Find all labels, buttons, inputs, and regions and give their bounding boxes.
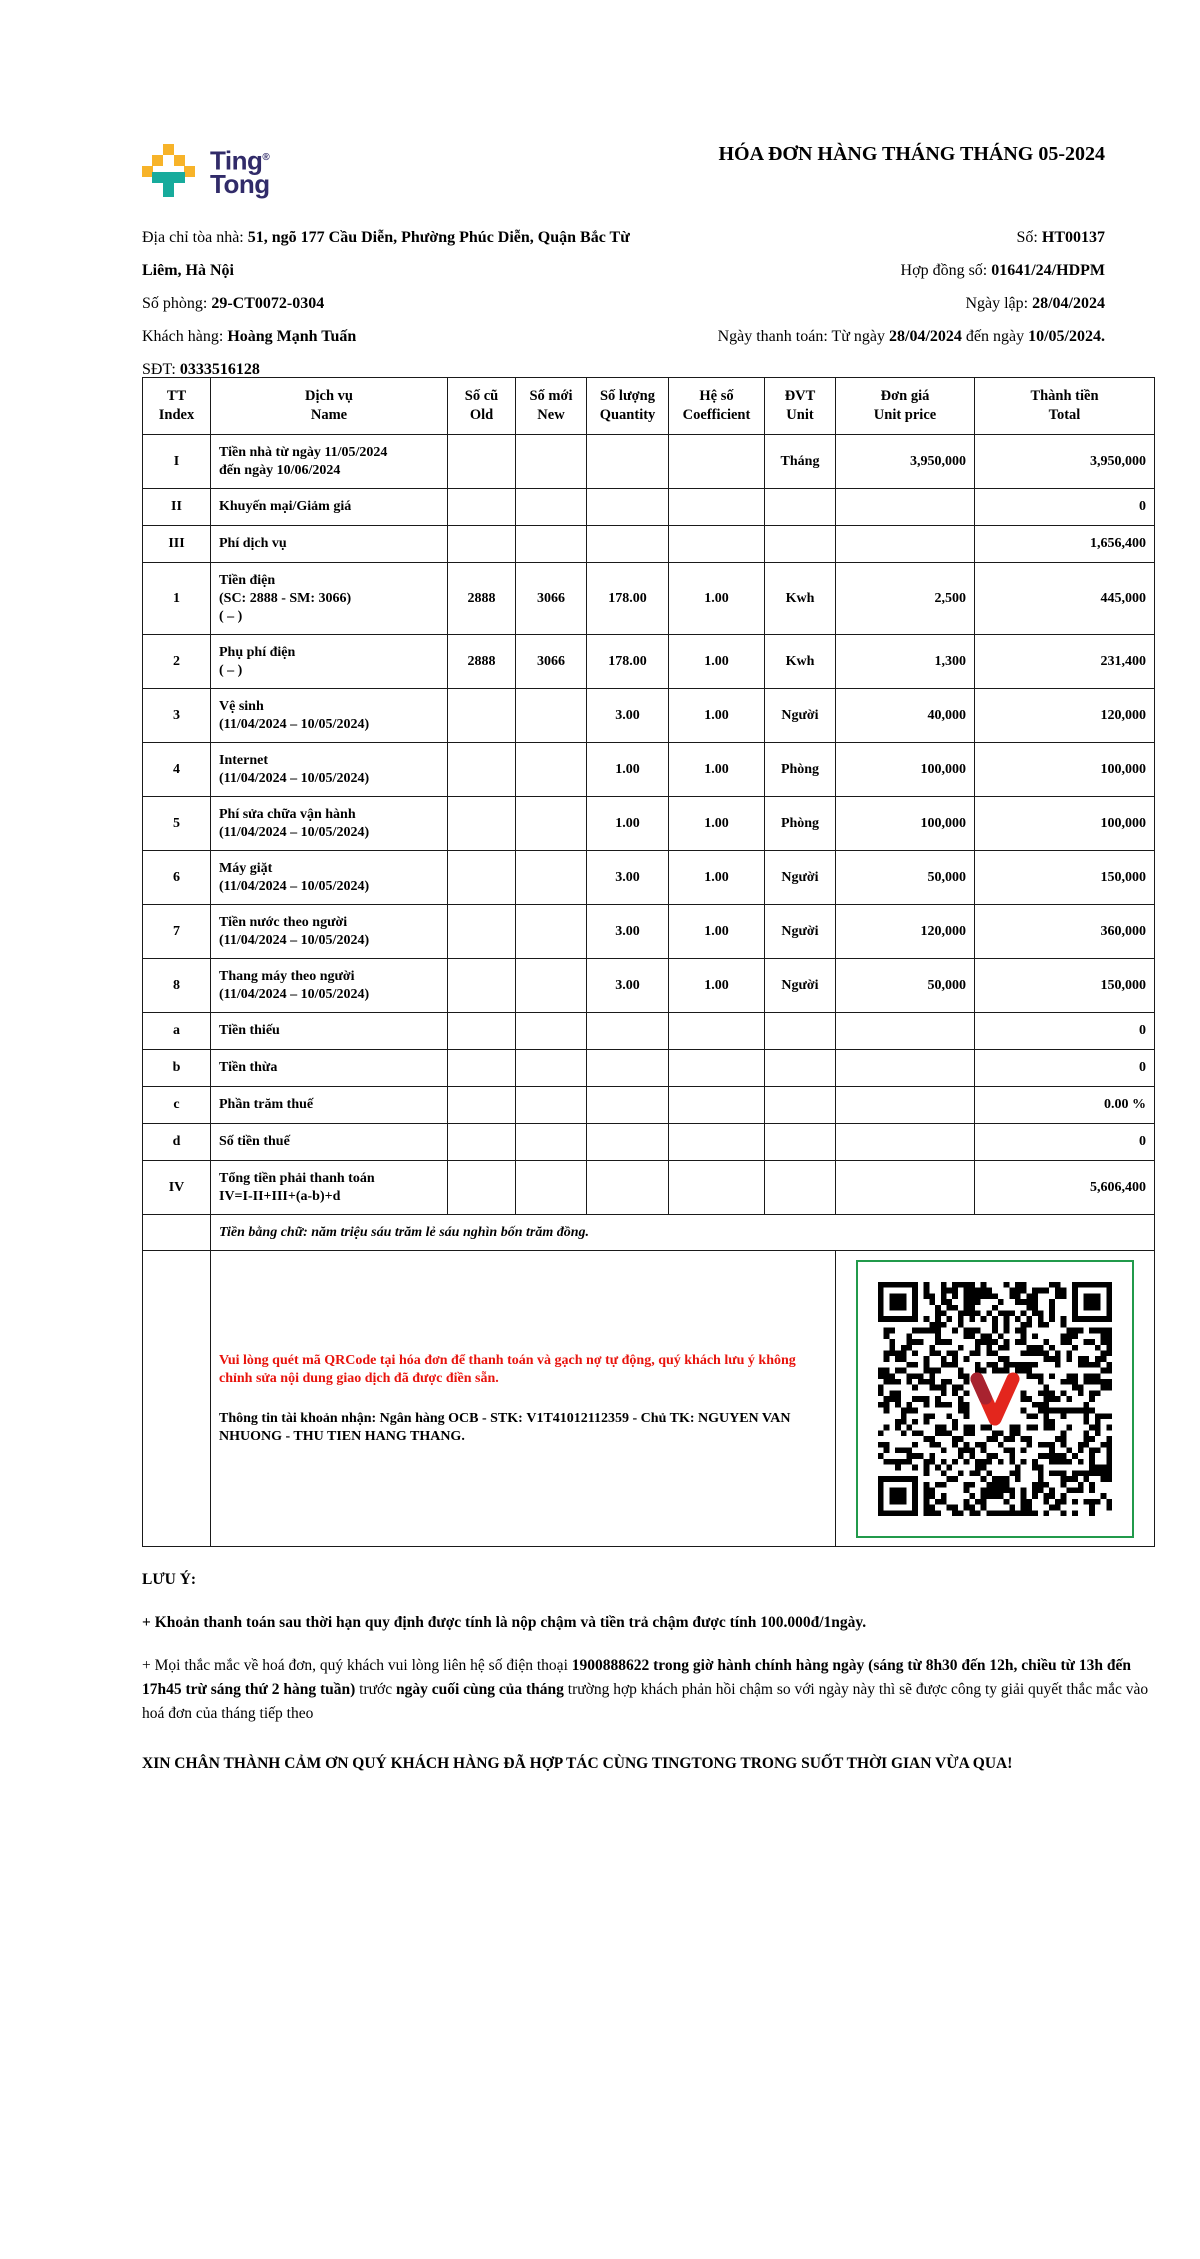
cell-old bbox=[448, 1013, 516, 1050]
cell-index: 3 bbox=[143, 689, 211, 743]
table-row bbox=[143, 743, 1155, 797]
cell-old: 2888 bbox=[448, 635, 516, 689]
cell-unit: Người bbox=[765, 905, 836, 959]
cell-index: 2 bbox=[143, 635, 211, 689]
column-header: Số mới New bbox=[516, 378, 587, 435]
cell-unit bbox=[765, 1087, 836, 1124]
payment-qr-code bbox=[856, 1260, 1134, 1538]
column-header: Dịch vụ Name bbox=[211, 378, 448, 435]
table-row bbox=[143, 797, 1155, 851]
cell-total: 120,000 bbox=[975, 689, 1155, 743]
thanks-message: XIN CHÂN THÀNH CẢM ƠN QUÝ KHÁCH HÀNG ĐÃ HỢP TÁC CÙNG TINGTONG TRONG SUỐT THỜI GIAN VỪA QUA! bbox=[142, 1755, 1013, 1772]
cell-index: d bbox=[143, 1124, 211, 1161]
cell-unit-price: 2,500 bbox=[836, 563, 975, 635]
cell-coefficient: 1.00 bbox=[669, 635, 765, 689]
contract-number: Hợp đồng số: 01641/24/HDPM bbox=[900, 262, 1105, 279]
cell-coefficient: 1.00 bbox=[669, 743, 765, 797]
cell-quantity: 3.00 bbox=[587, 959, 669, 1013]
cell-new bbox=[516, 1013, 587, 1050]
cell-quantity: 3.00 bbox=[587, 689, 669, 743]
cell-unit-price: 100,000 bbox=[836, 743, 975, 797]
customer-name: Khách hàng: Hoàng Mạnh Tuấn bbox=[142, 328, 357, 345]
table-row bbox=[143, 689, 1155, 743]
cell-old bbox=[448, 743, 516, 797]
cell-new bbox=[516, 959, 587, 1013]
cell-total: 0 bbox=[975, 1050, 1155, 1087]
cell-service-name: Internet (11/04/2024 – 10/05/2024) bbox=[211, 743, 448, 797]
cell-total: 5,606,400 bbox=[975, 1161, 1155, 1215]
table-row bbox=[143, 851, 1155, 905]
cell-service-name: Phí dịch vụ bbox=[211, 526, 448, 563]
qr-row bbox=[143, 1251, 1155, 1547]
cell-unit: Tháng bbox=[765, 435, 836, 489]
cell-unit-price: 100,000 bbox=[836, 797, 975, 851]
cell-unit: Người bbox=[765, 851, 836, 905]
cell-index: III bbox=[143, 526, 211, 563]
amount-in-words-label: Tiền bằng chữ: bbox=[219, 1224, 312, 1240]
cell-index: b bbox=[143, 1050, 211, 1087]
cell-old bbox=[448, 1087, 516, 1124]
cell-index: a bbox=[143, 1013, 211, 1050]
cell-new bbox=[516, 797, 587, 851]
cell-index: 8 bbox=[143, 959, 211, 1013]
cell-total: 231,400 bbox=[975, 635, 1155, 689]
cell-quantity bbox=[587, 1013, 669, 1050]
cell-unit-price bbox=[836, 1161, 975, 1215]
cell-quantity: 3.00 bbox=[587, 905, 669, 959]
tingtong-logo bbox=[142, 144, 270, 198]
cell-quantity: 178.00 bbox=[587, 635, 669, 689]
invoice-title: HÓA ĐƠN HÀNG THÁNG THÁNG 05-2024 bbox=[718, 143, 1105, 165]
tingtong-logo-text: Ting® Tong bbox=[210, 145, 270, 199]
cell-unit: Phòng bbox=[765, 797, 836, 851]
cell-service-name: Máy giặt (11/04/2024 – 10/05/2024) bbox=[211, 851, 448, 905]
column-header: TT Index bbox=[143, 378, 211, 435]
bank-account-info: Thông tin tài khoản nhận: Ngân hàng OCB - STK: V1T41012112359 - Chủ TK: NGUYEN VAN NHUONG - THU TIEN HANG THANG. bbox=[219, 1410, 791, 1444]
cell-quantity bbox=[587, 1124, 669, 1161]
cell-quantity: 3.00 bbox=[587, 851, 669, 905]
customer-phone: SĐT: 0333516128 bbox=[142, 361, 260, 378]
cell-unit-price bbox=[836, 1124, 975, 1161]
table-row bbox=[143, 1013, 1155, 1050]
cell-service-name: Tiền thừa bbox=[211, 1050, 448, 1087]
cell-service-name: Tổng tiền phải thanh toán IV=I-II+III+(a-b)+d bbox=[211, 1161, 448, 1215]
issue-date: Ngày lập: 28/04/2024 bbox=[965, 295, 1105, 312]
cell-index: c bbox=[143, 1087, 211, 1124]
cell-old bbox=[448, 1124, 516, 1161]
cell-new bbox=[516, 905, 587, 959]
cell-old bbox=[448, 797, 516, 851]
qr-scan-note: Vui lòng quét mã QRCode tại hóa đơn để thanh toán và gạch nợ tự động, quý khách lưu ý không chỉnh sửa nội dung giao dịch đã được điền sẵn. bbox=[219, 1352, 796, 1386]
table-row bbox=[143, 959, 1155, 1013]
cell-new bbox=[516, 1087, 587, 1124]
cell-service-name: Vệ sinh (11/04/2024 – 10/05/2024) bbox=[211, 689, 448, 743]
cell-unit bbox=[765, 1161, 836, 1215]
cell-old bbox=[448, 489, 516, 526]
cell-unit-price: 120,000 bbox=[836, 905, 975, 959]
cell-coefficient bbox=[669, 1013, 765, 1050]
cell-total: 1,656,400 bbox=[975, 526, 1155, 563]
cell-service-name: Phí sửa chữa vận hành (11/04/2024 – 10/05/2024) bbox=[211, 797, 448, 851]
cell-unit-price: 3,950,000 bbox=[836, 435, 975, 489]
cell-coefficient: 1.00 bbox=[669, 797, 765, 851]
payment-instructions bbox=[211, 1251, 836, 1547]
cell-total: 150,000 bbox=[975, 851, 1155, 905]
table-row bbox=[143, 435, 1155, 489]
cell-old: 2888 bbox=[448, 563, 516, 635]
cell-quantity bbox=[587, 1087, 669, 1124]
cell-coefficient: 1.00 bbox=[669, 851, 765, 905]
cell-old bbox=[448, 526, 516, 563]
cell-service-name: Số tiền thuế bbox=[211, 1124, 448, 1161]
cell-unit: Kwh bbox=[765, 563, 836, 635]
contact-note: + Mọi thắc mắc về hoá đơn, quý khách vui lòng liên hệ số điện thoại 1900888622 trong giờ hành chính hàng ngày (sáng từ 8h30 đến 12h, chiều từ 13h đến 17h45 trừ sáng thứ 2 hàng tuần) trước ngày cuối cùng của tháng trường hợp khách phản hồi chậm so với ngày này thì sẽ được công ty giải quyết thắc mắc vào hoá đơn của tháng tiếp theo bbox=[142, 1657, 1149, 1722]
table-row bbox=[143, 563, 1155, 635]
cell-unit bbox=[765, 1124, 836, 1161]
cell-coefficient: 1.00 bbox=[669, 689, 765, 743]
cell-old bbox=[448, 689, 516, 743]
cell-unit-price: 40,000 bbox=[836, 689, 975, 743]
cell-quantity: 178.00 bbox=[587, 563, 669, 635]
cell-unit: Kwh bbox=[765, 635, 836, 689]
cell-old bbox=[448, 905, 516, 959]
cell-new: 3066 bbox=[516, 563, 587, 635]
cell-unit-price bbox=[836, 1013, 975, 1050]
cell-total: 150,000 bbox=[975, 959, 1155, 1013]
cell-unit-price bbox=[836, 489, 975, 526]
cell-unit-price: 1,300 bbox=[836, 635, 975, 689]
cell-total: 0.00 % bbox=[975, 1087, 1155, 1124]
cell-index: 6 bbox=[143, 851, 211, 905]
cell-total: 445,000 bbox=[975, 563, 1155, 635]
cell-service-name: Phụ phí điện ( – ) bbox=[211, 635, 448, 689]
cell-new bbox=[516, 1124, 587, 1161]
column-header: Số cũ Old bbox=[448, 378, 516, 435]
amount-in-words-value: năm triệu sáu trăm lẻ sáu nghìn bốn trăm đồng. bbox=[311, 1224, 590, 1240]
cell-unit bbox=[765, 1013, 836, 1050]
cell-total: 0 bbox=[975, 1124, 1155, 1161]
cell-total: 0 bbox=[975, 489, 1155, 526]
cell-index: 4 bbox=[143, 743, 211, 797]
cell-unit-price bbox=[836, 1050, 975, 1087]
cell-quantity: 1.00 bbox=[587, 797, 669, 851]
cell-total: 100,000 bbox=[975, 743, 1155, 797]
cell-index: 5 bbox=[143, 797, 211, 851]
cell-index: II bbox=[143, 489, 211, 526]
cell-old bbox=[448, 1050, 516, 1087]
column-header: Đơn giá Unit price bbox=[836, 378, 975, 435]
table-row bbox=[143, 1050, 1155, 1087]
cell-coefficient bbox=[669, 526, 765, 563]
cell-old bbox=[448, 435, 516, 489]
cell-old bbox=[448, 959, 516, 1013]
invoice-table bbox=[142, 377, 1155, 1547]
cell-unit: Người bbox=[765, 689, 836, 743]
table-row bbox=[143, 905, 1155, 959]
cell-index: I bbox=[143, 435, 211, 489]
cell-unit-price: 50,000 bbox=[836, 959, 975, 1013]
cell-total: 100,000 bbox=[975, 797, 1155, 851]
cell-service-name: Tiền điện (SC: 2888 - SM: 3066) ( – ) bbox=[211, 563, 448, 635]
cell-new bbox=[516, 1050, 587, 1087]
cell-service-name: Tiền thiếu bbox=[211, 1013, 448, 1050]
cell-new bbox=[516, 743, 587, 797]
cell-service-name: Thang máy theo người (11/04/2024 – 10/05/2024) bbox=[211, 959, 448, 1013]
invoice-number: Số: HT00137 bbox=[1016, 229, 1105, 246]
cell-quantity bbox=[587, 1161, 669, 1215]
amount-in-words bbox=[211, 1215, 1155, 1251]
cell-coefficient bbox=[669, 1087, 765, 1124]
building-address: Địa chỉ tòa nhà: 51, ngõ 177 Cầu Diễn, Phường Phúc Diễn, Quận Bắc Từ Liêm, Hà Nội bbox=[142, 229, 630, 279]
cell-coefficient: 1.00 bbox=[669, 959, 765, 1013]
tingtong-logo-icon bbox=[142, 144, 196, 198]
column-header: Số lượng Quantity bbox=[587, 378, 669, 435]
cell-service-name: Khuyến mại/Giảm giá bbox=[211, 489, 448, 526]
cell-unit: Phòng bbox=[765, 743, 836, 797]
room-number: Số phòng: 29-CT0072-0304 bbox=[142, 295, 325, 312]
cell-quantity bbox=[587, 435, 669, 489]
qr-code-cell bbox=[836, 1251, 1155, 1547]
table-row bbox=[143, 1124, 1155, 1161]
cell-coefficient bbox=[669, 435, 765, 489]
cell-quantity: 1.00 bbox=[587, 743, 669, 797]
cell-quantity bbox=[587, 526, 669, 563]
empty-cell bbox=[143, 1251, 211, 1547]
column-header: Hệ số Coefficient bbox=[669, 378, 765, 435]
cell-coefficient bbox=[669, 1050, 765, 1087]
cell-unit: Người bbox=[765, 959, 836, 1013]
cell-unit bbox=[765, 489, 836, 526]
cell-total: 0 bbox=[975, 1013, 1155, 1050]
cell-coefficient bbox=[669, 1161, 765, 1215]
empty-cell bbox=[143, 1215, 211, 1251]
cell-quantity bbox=[587, 489, 669, 526]
cell-index: 7 bbox=[143, 905, 211, 959]
cell-new bbox=[516, 489, 587, 526]
table-row bbox=[143, 526, 1155, 563]
cell-new bbox=[516, 851, 587, 905]
notes-heading: LƯU Ý: bbox=[142, 1571, 197, 1588]
late-payment-note: + Khoản thanh toán sau thời hạn quy định được tính là nộp chậm và tiền trả chậm được tính 100.000đ/1ngày. bbox=[142, 1614, 867, 1631]
amount-in-words-row bbox=[143, 1215, 1155, 1251]
cell-unit-price: 50,000 bbox=[836, 851, 975, 905]
cell-old bbox=[448, 851, 516, 905]
payment-period: Ngày thanh toán: Từ ngày 28/04/2024 đến ngày 10/05/2024. bbox=[717, 328, 1105, 345]
cell-new bbox=[516, 435, 587, 489]
cell-new bbox=[516, 689, 587, 743]
cell-new: 3066 bbox=[516, 635, 587, 689]
cell-coefficient bbox=[669, 489, 765, 526]
cell-coefficient bbox=[669, 1124, 765, 1161]
cell-unit-price bbox=[836, 1087, 975, 1124]
cell-service-name: Phần trăm thuế bbox=[211, 1087, 448, 1124]
cell-unit-price bbox=[836, 526, 975, 563]
cell-coefficient: 1.00 bbox=[669, 905, 765, 959]
table-row bbox=[143, 635, 1155, 689]
cell-unit bbox=[765, 526, 836, 563]
cell-new bbox=[516, 1161, 587, 1215]
cell-index: 1 bbox=[143, 563, 211, 635]
table-row bbox=[143, 1087, 1155, 1124]
cell-total: 360,000 bbox=[975, 905, 1155, 959]
cell-total: 3,950,000 bbox=[975, 435, 1155, 489]
footer-notes bbox=[142, 1568, 1155, 1795]
column-header: ĐVT Unit bbox=[765, 378, 836, 435]
cell-service-name: Tiền nước theo người (11/04/2024 – 10/05/2024) bbox=[211, 905, 448, 959]
cell-new bbox=[516, 526, 587, 563]
column-header: Thành tiền Total bbox=[975, 378, 1155, 435]
cell-coefficient: 1.00 bbox=[669, 563, 765, 635]
cell-unit bbox=[765, 1050, 836, 1087]
cell-service-name: Tiền nhà từ ngày 11/05/2024 đến ngày 10/06/2024 bbox=[211, 435, 448, 489]
table-row bbox=[143, 1161, 1155, 1215]
cell-index: IV bbox=[143, 1161, 211, 1215]
table-row bbox=[143, 489, 1155, 526]
table-header-row bbox=[143, 378, 1155, 435]
cell-old bbox=[448, 1161, 516, 1215]
cell-quantity bbox=[587, 1050, 669, 1087]
